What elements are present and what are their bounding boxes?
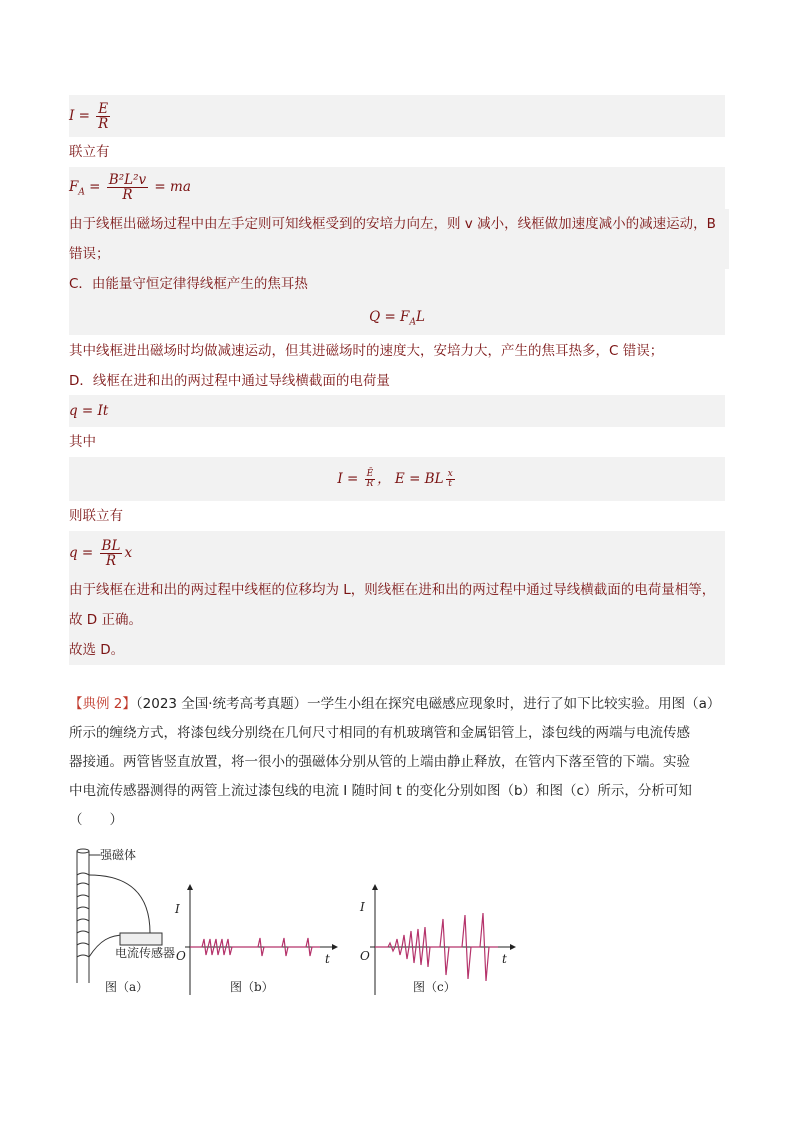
axis-t-b: t — [325, 952, 330, 966]
magnet-label: 强磁体 — [100, 848, 137, 862]
figure-a — [77, 849, 162, 983]
equation-I: I = $\frac{E}{R}$ — [69, 100, 109, 132]
equation-IE: I = $\frac{Ē}{R}$ ， E = BL $\frac{x}{t}$ — [69, 457, 725, 501]
experiment-figure — [70, 845, 530, 1000]
equation-q: q = It — [69, 395, 725, 427]
text1: 由于线框出磁场过程中由左手定则可知线框受到的安培力向左，则 v 减小，线框做加速度减小的减速运动，B 错误； — [69, 209, 729, 269]
equation-FA: $F_A$ = $\frac{\text{B²L²v}}{R}$ = ma — [69, 171, 191, 203]
origin-c: O — [360, 949, 370, 963]
c-result: 其中线框进出磁场时均做减速运动，但其进磁场时的速度大，安培力大，产生的焦耳热多，C 错误； — [69, 343, 664, 359]
sensor-label: 电流传感器 — [115, 946, 176, 960]
origin-b: O — [176, 949, 186, 963]
label-c: 图（c） — [413, 980, 456, 994]
axis-I-c: I — [360, 900, 365, 914]
axis-I-b: I — [175, 902, 180, 916]
example-tag: 【典例 2】 — [69, 696, 136, 712]
c-line: C．由能量守恒定律得线框产生的焦耳热 — [69, 269, 725, 299]
solution-block — [69, 95, 725, 665]
equation-Q: $Q = F_AL$ — [69, 299, 725, 335]
conclusion: 故选 D。 — [69, 635, 725, 665]
axis-t-c: t — [502, 952, 507, 966]
label-b: 图（b） — [230, 980, 274, 994]
example-source: （2023 全国·统考高考真题） — [135, 696, 308, 712]
equation-I-row — [69, 95, 725, 137]
equation-FA-row — [69, 167, 725, 209]
qizhong-text: 其中 — [69, 434, 96, 450]
label-a: 图（a） — [105, 980, 149, 994]
d-line: D．线框在进和出的两过程中通过导线横截面的电荷量 — [69, 373, 390, 389]
figure-c — [370, 884, 516, 995]
figure-b — [185, 884, 338, 995]
text2: 由于线框在进和出的两过程中线框的位移均为 L，则线框在进和出的两过程中通过导线横截面的电荷量相等， 故 D 正确。 — [69, 575, 725, 635]
equation-q2: q = $\frac{BL}{R}$ x — [69, 531, 725, 575]
example-2: 【典例 2】（2023 全国·统考高考真题）一学生小组在探究电磁感应现象时，进行了如下比较实验。用图（a） 所示的缠绕方式，将漆包线分别绕在几何尺寸相同的有机玻璃管和金属铝管上，漆包线的两端与电流传感 器接通。两管皆竖直放置，将一很小的强磁体分别从管的上端由静止释放，在管内下落至管的下端。实验 中电流传感器测得的两管上流过漆包线的电流 I 随时间 t 的变化分别如图（b）和图（c）所示，分析可知 （ ） — [69, 696, 721, 828]
lianli-text: 联立有 — [69, 144, 110, 160]
zelianli-text: 则联立有 — [69, 508, 123, 524]
